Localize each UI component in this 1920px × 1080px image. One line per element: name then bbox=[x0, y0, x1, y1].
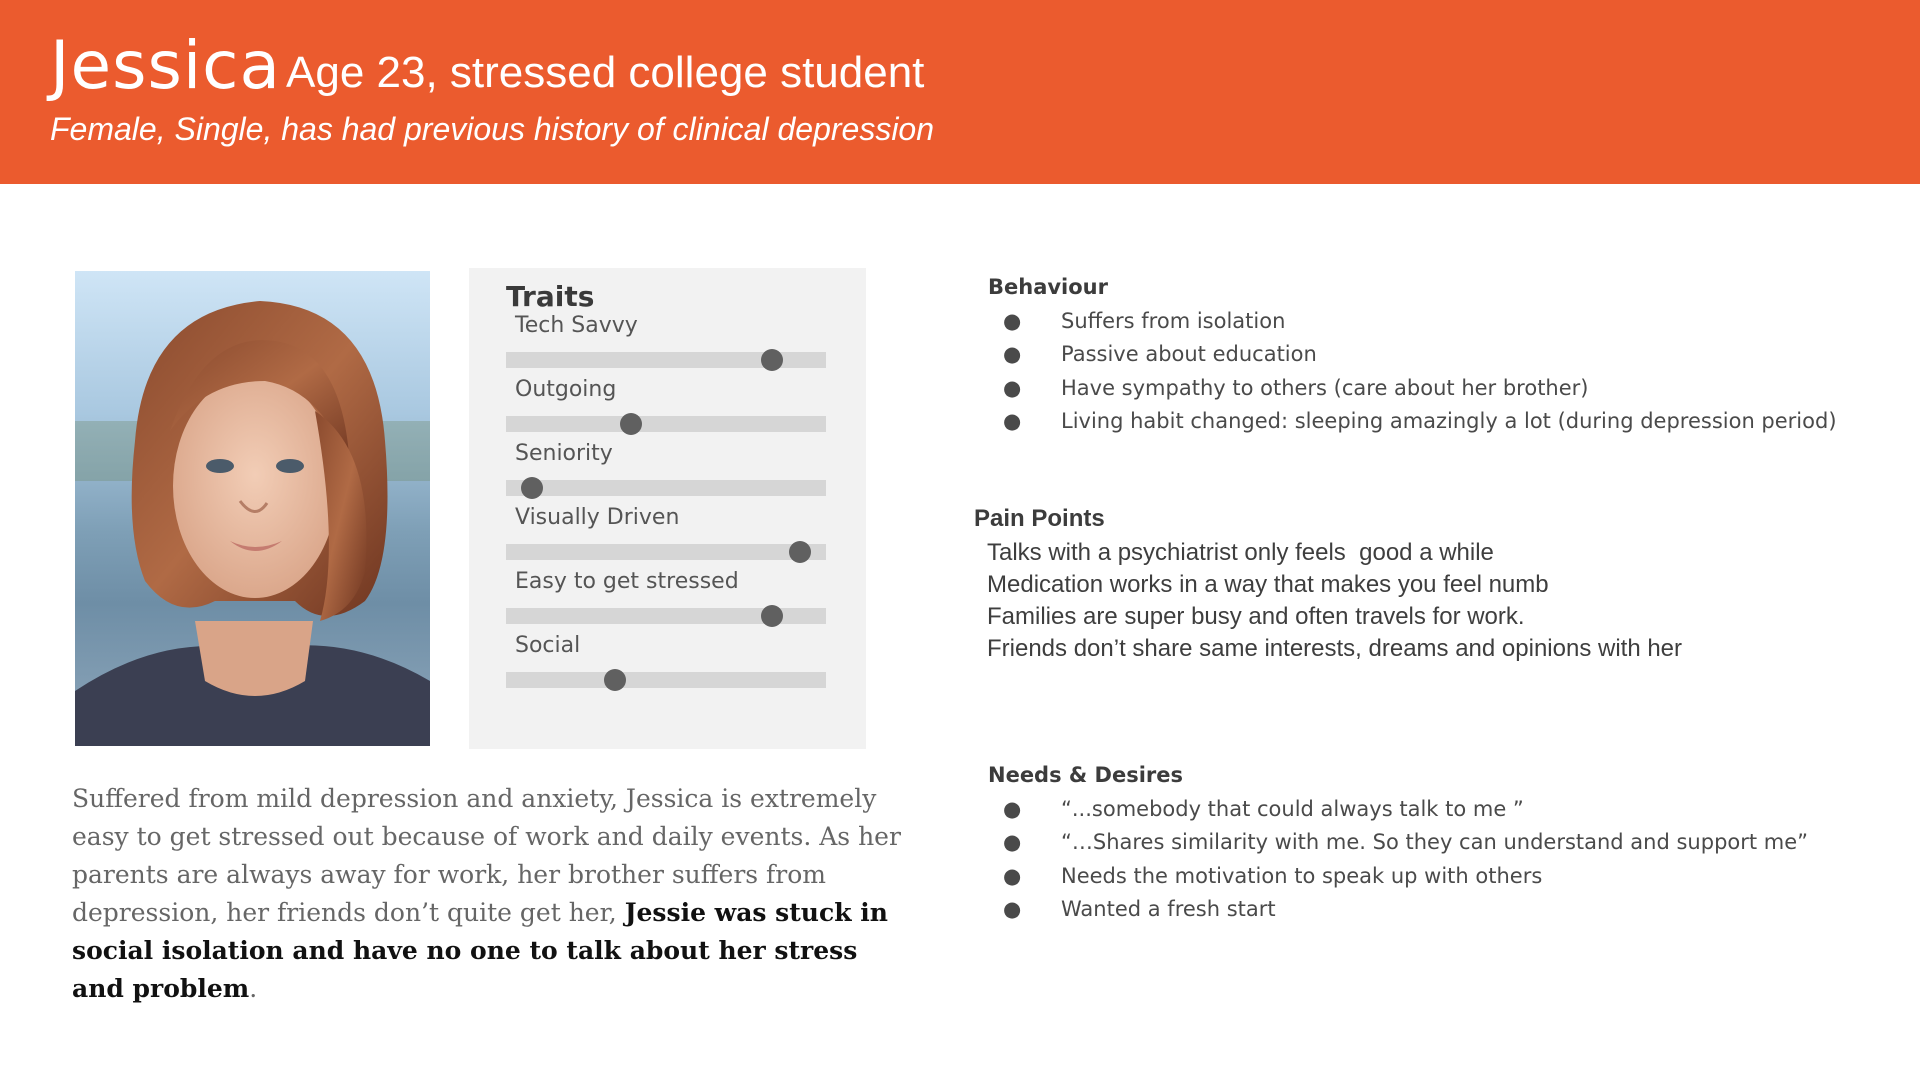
needs-list bbox=[988, 793, 1808, 926]
pain-point-item: Talks with a psychiatrist only feels good a while bbox=[987, 539, 1494, 566]
list-item bbox=[988, 338, 1837, 371]
trait-row bbox=[506, 568, 826, 632]
bio-emphasis: Jessie was stuck in social isolation and have no one to talk about her stress and problem bbox=[72, 898, 888, 1003]
trait-slider-track bbox=[506, 416, 826, 432]
trait-label: Seniority bbox=[515, 441, 613, 466]
trait-label: Easy to get stressed bbox=[515, 569, 739, 594]
bullet-icon: ● bbox=[1003, 375, 1022, 400]
list-item-text: Needs the motivation to speak up with others bbox=[1061, 863, 1543, 888]
bullet-icon: ● bbox=[1003, 342, 1022, 367]
list-item bbox=[988, 405, 1837, 438]
trait-slider-track bbox=[506, 672, 826, 688]
trait-slider-knob bbox=[604, 669, 626, 691]
trait-row bbox=[506, 632, 826, 696]
list-item bbox=[988, 305, 1837, 338]
bullet-icon: ● bbox=[1003, 797, 1022, 821]
pain-points-heading: Pain Points bbox=[974, 505, 1105, 532]
trait-row bbox=[506, 504, 826, 568]
behaviour-heading: Behaviour bbox=[988, 275, 1108, 299]
bullet-icon: ● bbox=[1003, 863, 1022, 888]
trait-slider-track bbox=[506, 480, 826, 496]
list-item bbox=[988, 893, 1808, 926]
trait-slider-knob bbox=[620, 413, 642, 435]
traits-panel bbox=[469, 268, 866, 749]
list-item bbox=[988, 793, 1808, 826]
pain-point-item: Friends don’t share same interests, dreams and opinions with her bbox=[987, 635, 1683, 662]
trait-row bbox=[506, 376, 826, 440]
bullet-icon: ● bbox=[1003, 408, 1022, 433]
trait-row bbox=[506, 312, 826, 376]
trait-label: Tech Savvy bbox=[515, 313, 638, 338]
list-item bbox=[988, 372, 1837, 405]
persona-photo bbox=[75, 271, 430, 746]
persona-tagline: Age 23, stressed college student bbox=[286, 48, 925, 97]
list-item-text: “…Shares similarity with me. So they can understand and support me” bbox=[1061, 830, 1809, 855]
trait-label: Visually Driven bbox=[515, 505, 680, 530]
trait-slider-knob bbox=[761, 605, 783, 627]
bullet-icon: ● bbox=[1003, 309, 1022, 333]
trait-label: Social bbox=[515, 633, 581, 658]
persona-name: Jessica bbox=[50, 27, 281, 104]
behaviour-list bbox=[988, 305, 1837, 438]
bullet-icon: ● bbox=[1003, 830, 1022, 855]
list-item bbox=[988, 860, 1808, 893]
portrait-illustration bbox=[75, 271, 430, 746]
list-item-text: Passive about education bbox=[1061, 342, 1317, 367]
pain-point-item: Medication works in a way that makes you feel numb bbox=[987, 571, 1549, 598]
list-item bbox=[988, 826, 1808, 859]
persona-header bbox=[0, 0, 1920, 184]
traits-title: Traits bbox=[506, 280, 595, 313]
persona-subtitle: Female, Single, has had previous history of clinical depression bbox=[50, 111, 935, 147]
trait-label: Outgoing bbox=[515, 377, 617, 402]
bio-text: Suffered from mild depression and anxiety, Jessica is extremely easy to get stressed out because of work and daily events. As her parents are always away for work, her brother suffers from depression, her friends don’t quite get her, bbox=[72, 784, 901, 927]
pain-point-item: Families are super busy and often travels for work. bbox=[987, 603, 1525, 630]
list-item-text: Have sympathy to others (care about her brother) bbox=[1061, 375, 1589, 400]
pain-points-list bbox=[987, 537, 1682, 665]
trait-row bbox=[506, 440, 826, 504]
bullet-icon: ● bbox=[1003, 896, 1022, 921]
trait-slider-track bbox=[506, 544, 826, 560]
list-item-text: “...somebody that could always talk to me ” bbox=[1061, 797, 1524, 821]
needs-heading: Needs & Desires bbox=[988, 763, 1183, 787]
persona-bio bbox=[72, 780, 902, 1008]
bio-end: . bbox=[249, 974, 258, 1003]
list-item-text: Suffers from isolation bbox=[1061, 309, 1286, 333]
trait-slider-knob bbox=[761, 349, 783, 371]
trait-slider-knob bbox=[521, 477, 543, 499]
list-item-text: Living habit changed: sleeping amazingly a lot (during depression period) bbox=[1061, 408, 1837, 433]
list-item-text: Wanted a fresh start bbox=[1061, 896, 1276, 921]
